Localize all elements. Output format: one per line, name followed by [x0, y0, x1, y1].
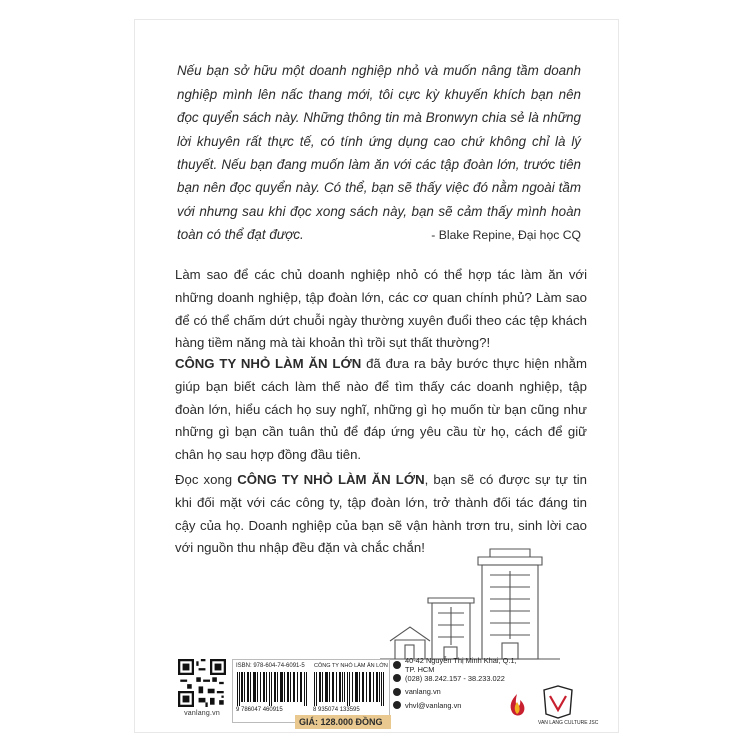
email-text[interactable]: vhvl@vanlang.vn [405, 700, 462, 710]
paragraph-3-text: , bạn sẽ có được sự tự tin khi đối mặt với các công ty, tập đoàn lớn, trở thành đối tác đáng tin cậy của họ. Doanh nghiệp của bạn sẽ vận hành trơn tru, sinh lời cao với nguồn thu nhập đều đặn và chắc chắn! [175, 472, 587, 556]
quote-author: - Blake Repine, Đại học CQ [431, 228, 581, 242]
website-text[interactable]: vanlang.vn [405, 687, 441, 696]
publisher-flame-logo [503, 692, 531, 720]
book-title-inline: CÔNG TY NHỎ LÀM ĂN LỚN [237, 472, 425, 487]
paragraph-2-text: đã đưa ra bảy bước thực hiện nhằm giúp bạn biết cách làm thế nào để tìm thấy các doanh nghiệp, tập đoàn lớn, hiểu cách họ suy nghĩ, những gì họ muốn từ bạn cũng như những gì bạn cần tuân thủ để đáp ứng yêu cầu từ họ, cách để giữ chân họ sau hợp đồng đầu tiên. [175, 356, 587, 463]
qr-code[interactable] [178, 659, 226, 707]
isbn-barcode [236, 672, 308, 706]
qr-label: vanlang.vn [184, 710, 220, 717]
phone-text: (028) 38.242.157 - 38.233.022 [405, 673, 505, 683]
phone-icon [393, 674, 401, 682]
description-paragraph-1: Làm sao để các chủ doanh nghiệp nhỏ có thể hợp tác làm ăn với những doanh nghiệp, tập đoàn lớn, các cơ quan chính phủ? Làm sao để có thể chấm dứt chuỗi ngày thường xuyên đuổi theo các tệp khách hàng tiềm năng mà tài khoản thì trồi sụt thất thường?! [175, 267, 587, 351]
van-lang-logo [540, 684, 576, 722]
isbn-number: ISBN: 978-604-74-6091-5 [236, 663, 305, 669]
description-paragraph-2 [175, 353, 587, 467]
address-row [393, 655, 528, 674]
paragraph-3-start: Đọc xong [175, 472, 238, 487]
address-text: 40-42 Nguyễn Thị Minh Khai, Q.1, TP. HCM [405, 655, 517, 674]
price-label: GIÁ: 128.000 ĐỒNG [295, 715, 391, 729]
globe-icon [393, 688, 401, 696]
location-icon [393, 661, 401, 669]
buildings-illustration [380, 535, 560, 660]
barcode-title: CÔNG TY NHỎ LÀM ĂN LỚN [314, 663, 388, 669]
barcode-box [232, 659, 390, 723]
endorsement-quote: Nếu bạn sở hữu một doanh nghiệp nhỏ và muốn nâng tầm doanh nghiệp mình lên nấc thang mới, tôi cực kỳ khuyến khích bạn nên đọc quyển sách này. Những thông tin mà Bronwyn chia sẻ là những lời khuyên rất thực tế, có tính ứng dụng cao chứ không chỉ là lý thuyết. Nếu bạn đang muốn làm ăn với các tập đoàn lớn, trước tiên bạn nên đọc quyển này. Có thể, bạn sẽ thấy việc đó nằm ngoài tầm với nhưng sau khi đọc xong sách này, bạn sẽ cảm thấy mình hoàn toàn có thể đạt được. [177, 63, 581, 243]
van-lang-logo-text: VAN LANG CULTURE JSC [538, 720, 599, 726]
footer-bar [135, 650, 618, 732]
product-barcode [313, 672, 385, 706]
book-back-cover [135, 20, 618, 732]
book-title-inline: CÔNG TY NHỎ LÀM ĂN LỚN [175, 356, 362, 371]
phone-row [393, 673, 528, 684]
barcode-number-1: 9 786047 460915 [236, 707, 283, 713]
barcode-number-2: 8 935074 133595 [313, 707, 360, 713]
email-icon [393, 701, 401, 709]
